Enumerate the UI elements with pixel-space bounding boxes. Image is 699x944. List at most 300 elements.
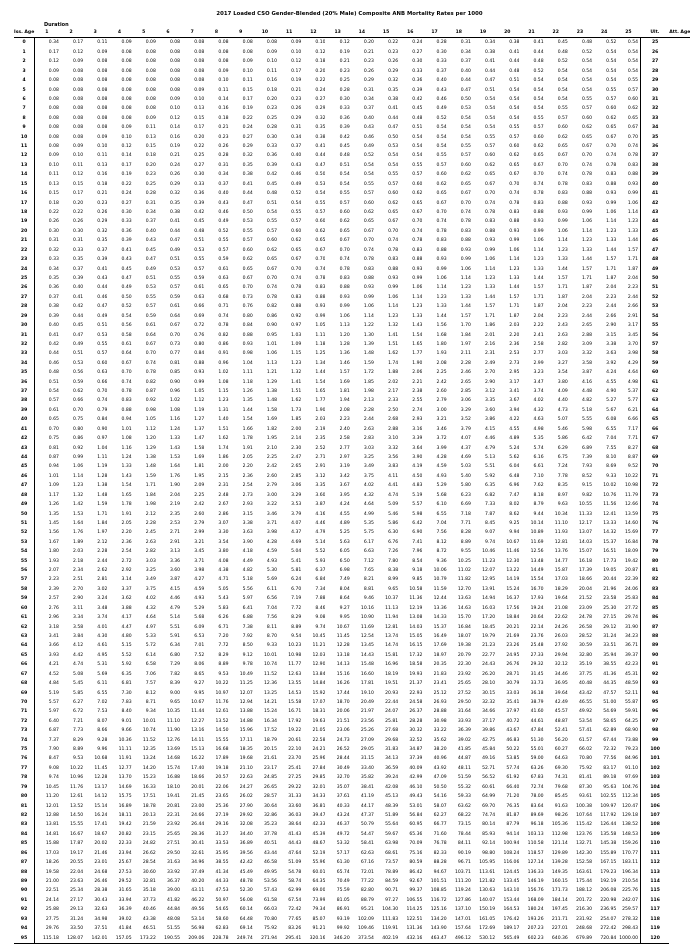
rate-cell: 1.26: [35, 500, 59, 509]
ultimate-rate-cell: 183.11: [622, 860, 639, 866]
table-row: [14, 754, 690, 763]
attained-age-cell: 70: [641, 462, 670, 471]
rate-cell: 0.23: [339, 68, 350, 74]
rate-cell: 23.92: [167, 822, 181, 828]
rate-cell: 0.08: [73, 134, 84, 140]
rate-cell: 4.01: [97, 624, 108, 630]
rate-cell: 0.57: [581, 106, 593, 112]
attained-age-cell: 91: [641, 660, 670, 669]
rate-cell: 2.12: [145, 511, 156, 517]
rate-cell: 42.42: [239, 860, 253, 866]
rate-cell: 0.48: [533, 59, 544, 65]
rate-cell: 38.20: [433, 747, 447, 753]
issue-age-cell: 4: [22, 78, 26, 84]
rate-cell: 1.54: [412, 332, 423, 338]
rate-cell: 25.36: [215, 803, 229, 809]
rate-cell: 6.48: [509, 473, 520, 479]
rate-cell: 0.70: [339, 247, 350, 253]
rate-cell: 0.11: [242, 78, 253, 84]
rate-cell: 24.58: [409, 699, 423, 705]
rate-cell: 0.51: [485, 87, 496, 93]
rate-cell: 0.08: [35, 86, 59, 95]
attained-age-cell: 52: [641, 293, 670, 302]
rate-cell: 61.57: [579, 737, 593, 743]
rate-cell: 62.89: [603, 728, 617, 734]
rate-cell: 0.54: [606, 78, 617, 84]
rate-cell: 53.56: [263, 878, 278, 884]
rate-cell: 11.33: [579, 511, 593, 517]
issue-age-cell: 22: [20, 247, 28, 253]
rate-cell: 0.62: [557, 134, 568, 140]
rate-cell: 9.15: [581, 483, 593, 489]
rate-cell: 5.35: [363, 520, 374, 526]
issue-age-cell: 82: [20, 813, 28, 819]
rate-cell: 0.57: [291, 219, 302, 225]
rate-cell: 1.02: [169, 398, 181, 404]
rate-cell: 62.63: [360, 850, 374, 856]
rate-cell: 0.50: [121, 294, 132, 300]
rate-cell: 10.35: [167, 709, 181, 715]
rate-cell: 1.65: [121, 492, 132, 498]
rate-cell: 2.25: [194, 492, 205, 498]
attained-age-cell: 95: [641, 698, 670, 707]
rate-cell: 39.86: [482, 728, 496, 734]
ultimate-rate-cell: 298.43: [622, 926, 639, 932]
rate-cell: 18.31: [312, 709, 326, 715]
rate-cell: 0.78: [581, 172, 593, 178]
rate-cell: 0.45: [339, 144, 350, 150]
rate-cell: 6.11: [97, 681, 108, 687]
rate-cell: 13.69: [167, 747, 181, 753]
rate-cell: 0.44: [73, 313, 84, 319]
rate-cell: 0.54: [606, 49, 617, 55]
rate-cell: 4.16: [581, 379, 593, 385]
rate-cell: 0.46: [291, 172, 302, 178]
rate-cell: 87.30: [579, 784, 593, 790]
rate-cell: 8.65: [194, 671, 205, 677]
rate-cell: 78.44: [457, 831, 471, 837]
table-row: [14, 849, 690, 858]
table-row: [14, 38, 690, 48]
rate-cell: 26.37: [409, 709, 423, 715]
rate-cell: 0.30: [436, 49, 447, 55]
attained-age-cell: 64: [641, 406, 670, 415]
rate-cell: 0.47: [315, 162, 326, 168]
rate-cell: 18.66: [191, 775, 205, 781]
rate-cell: 130.63: [479, 888, 496, 894]
rate-cell: 0.55: [363, 181, 374, 187]
rate-cell: 0.57: [35, 396, 59, 405]
rate-cell: 2.22: [533, 323, 544, 329]
rate-cell: 66.40: [506, 784, 520, 790]
rate-cell: 0.93: [485, 238, 496, 244]
rate-cell: 2.23: [35, 575, 59, 584]
issue-age-cell: 36: [20, 379, 28, 385]
rate-cell: 0.29: [291, 115, 302, 121]
rate-cell: 0.49: [97, 313, 108, 319]
rate-cell: 7.37: [35, 736, 59, 745]
rate-cell: 1.62: [291, 398, 302, 404]
rate-cell: 0.13: [194, 106, 205, 112]
rate-cell: 3.66: [35, 641, 59, 650]
rate-cell: 5.91: [169, 634, 181, 639]
rate-cell: 35.07: [336, 784, 350, 790]
rate-cell: 1.33: [169, 436, 181, 442]
rate-cell: 3.58: [581, 360, 593, 366]
ultimate-rate-cell: 0.62: [627, 106, 639, 112]
rate-cell: 1.16: [121, 445, 132, 451]
rate-cell: 0.53: [460, 106, 471, 112]
rate-cell: 0.41: [35, 331, 59, 340]
rate-cell: 0.55: [388, 172, 399, 178]
rate-cell: 0.80: [242, 313, 253, 319]
rate-cell: 0.34: [460, 49, 471, 55]
rate-cell: 1.57: [606, 257, 617, 263]
rate-cell: 139.28: [551, 860, 568, 866]
rate-cell: 0.51: [194, 238, 205, 244]
rate-cell: 0.36: [194, 191, 205, 197]
rate-cell: 0.70: [363, 238, 374, 244]
rate-cell: 38.55: [603, 662, 617, 668]
rate-cell: 17.89: [215, 756, 229, 762]
attained-age-cell: 78: [641, 538, 670, 547]
rate-cell: 0.09: [242, 59, 253, 65]
rate-cell: 46.51: [142, 926, 156, 932]
ultimate-rate-cell: 1.33: [627, 228, 639, 234]
rate-cell: 56.52: [482, 775, 496, 781]
rate-cell: 0.99: [557, 219, 568, 225]
rate-cell: 184.14: [551, 897, 568, 903]
rate-cell: 6.69: [460, 502, 471, 508]
duration-header-2: 2: [59, 28, 83, 38]
rate-cell: 29.92: [239, 813, 253, 819]
rate-cell: 27.17: [70, 897, 84, 903]
rate-cell: 49.92: [579, 709, 593, 715]
rate-cell: 49.72: [336, 831, 350, 837]
rate-cell: 92.67: [409, 878, 423, 884]
rate-cell: 31.24: [70, 916, 84, 922]
rate-cell: 1.01: [121, 426, 132, 432]
rate-cell: 9.46: [363, 596, 374, 602]
rate-cell: 6.29: [557, 445, 568, 451]
rate-cell: 0.99: [533, 228, 544, 234]
rate-cell: 3.32: [388, 445, 399, 451]
rate-cell: 8.21: [363, 577, 374, 583]
ultimate-rate-cell: 120.47: [622, 803, 639, 809]
rate-cell: 14.21: [263, 699, 278, 705]
rate-cell: 0.99: [606, 200, 617, 206]
rate-cell: 32.61: [191, 850, 205, 856]
rate-cell: 14.13: [336, 662, 350, 668]
rate-cell: 4.38: [218, 568, 229, 574]
rate-cell: 2.65: [581, 323, 593, 329]
rate-cell: 0.41: [509, 49, 520, 55]
rate-cell: 27.90: [239, 803, 253, 809]
rate-cell: 3.58: [73, 624, 84, 630]
ultimate-rate-cell: 0.93: [627, 181, 639, 187]
rate-cell: 0.08: [73, 68, 84, 74]
rate-cell: 6.72: [73, 709, 84, 715]
rate-cell: 0.64: [169, 313, 181, 319]
issue-age-cell: 13: [20, 162, 28, 168]
rate-cell: 11.44: [191, 709, 205, 715]
rate-cell: 13.36: [433, 605, 447, 611]
rate-cell: 0.85: [169, 370, 181, 376]
rate-cell: 0.46: [363, 134, 374, 140]
rate-cell: 5.98: [412, 511, 423, 517]
rate-cell: 152.58: [576, 860, 593, 866]
rate-cell: 0.52: [436, 115, 447, 121]
ultimate-rate-cell: 1.71: [627, 257, 639, 263]
rate-cell: 0.45: [194, 219, 205, 225]
attained-age-cell: 45: [641, 227, 670, 236]
rate-cell: 45.49: [239, 869, 253, 875]
rate-cell: 23.41: [433, 681, 447, 687]
rate-cell: 2.90: [485, 379, 496, 385]
rate-cell: 3.39: [412, 436, 423, 442]
rate-cell: 126.44: [600, 822, 617, 828]
rate-cell: 1.86: [485, 323, 496, 329]
rate-cell: 0.59: [73, 379, 84, 385]
rate-cell: 5.98: [581, 426, 593, 432]
rate-cell: 1.56: [436, 323, 447, 329]
rate-cell: 0.27: [194, 162, 205, 168]
rate-cell: 4.55: [339, 511, 350, 517]
attained-age-cell: 40: [641, 180, 670, 189]
rate-cell: 81.05: [336, 897, 350, 903]
rate-cell: 13.08: [409, 615, 423, 621]
rate-cell: 0.41: [485, 59, 496, 65]
rate-cell: 40.20: [191, 878, 205, 884]
rate-cell: 41.85: [457, 747, 471, 753]
rate-cell: 0.33: [194, 181, 205, 187]
rate-cell: 13.70: [118, 775, 132, 781]
rate-cell: 69.14: [239, 926, 253, 932]
table-row: [14, 528, 690, 537]
rate-cell: 3.93: [35, 651, 59, 660]
rate-cell: 11.56: [603, 502, 617, 508]
rate-cell: 83.17: [603, 765, 617, 771]
rate-cell: 35.41: [506, 699, 520, 705]
rate-cell: 23.01: [94, 860, 108, 866]
issue-age-cell: 21: [20, 238, 28, 244]
rate-cell: 8.79: [533, 502, 544, 508]
rate-cell: 13.52: [215, 718, 229, 724]
rate-cell: 22.31: [167, 813, 181, 819]
rate-cell: 1.87: [557, 294, 568, 300]
rate-cell: 0.36: [412, 78, 423, 84]
rate-cell: 12.03: [312, 652, 326, 658]
rate-cell: 19.93: [409, 671, 423, 677]
rate-cell: 7.34: [315, 586, 326, 592]
rate-cell: 26.62: [142, 850, 156, 856]
rate-cell: 34.13: [385, 756, 399, 762]
issue-age-cell: 26: [20, 285, 28, 291]
rate-cell: 127.14: [527, 860, 544, 866]
rate-cell: 0.65: [581, 134, 593, 140]
rate-cell: 1.87: [581, 285, 593, 291]
rate-cell: 49.56: [191, 907, 205, 913]
rate-cell: 16.96: [385, 662, 399, 668]
rate-cell: 3.83: [388, 464, 399, 470]
rate-cell: 0.80: [73, 426, 84, 432]
rate-cell: 3.87: [169, 577, 181, 583]
rate-cell: 0.78: [266, 294, 278, 300]
ultimate-rate-cell: 15.69: [625, 530, 639, 536]
rate-cell: 0.57: [485, 144, 496, 150]
rate-cell: 2.33: [388, 398, 399, 404]
rate-cell: 13.52: [70, 803, 84, 809]
duration-header-17: 17: [422, 28, 446, 38]
rate-cell: 0.57: [460, 153, 471, 159]
rate-cell: 14.84: [312, 681, 326, 687]
rate-cell: 295.41: [277, 934, 301, 944]
rate-cell: 0.08: [35, 114, 59, 123]
rate-cell: 22.33: [118, 841, 132, 847]
rate-cell: 17.56: [506, 605, 520, 611]
rate-cell: 8.47: [35, 754, 59, 763]
rate-cell: 0.51: [35, 378, 59, 387]
rate-cell: 5.56: [242, 586, 253, 592]
rate-cell: 0.28: [145, 191, 156, 197]
rate-cell: 6.70: [291, 586, 302, 592]
rate-cell: 31.27: [215, 831, 229, 837]
rate-cell: 53.14: [191, 916, 205, 922]
rate-cell: 0.67: [460, 191, 471, 197]
rate-cell: 96.18: [530, 822, 544, 828]
rate-cell: 0.08: [121, 59, 132, 65]
rate-cell: 1.22: [363, 323, 374, 329]
rate-cell: 13.33: [603, 520, 617, 526]
rate-cell: 4.59: [266, 549, 278, 555]
rate-cell: 3.98: [266, 530, 278, 536]
rate-cell: 0.78: [315, 275, 326, 281]
ultimate-rate-cell: 6.66: [627, 417, 639, 423]
rate-cell: 82.80: [360, 888, 374, 894]
rate-cell: 2.35: [315, 436, 326, 442]
rate-cell: 0.08: [73, 115, 84, 121]
rate-cell: 123.76: [576, 831, 593, 837]
rate-cell: 45.84: [482, 747, 496, 753]
rate-cell: 30.60: [142, 869, 156, 875]
rate-cell: 0.57: [557, 115, 568, 121]
rate-cell: 0.57: [436, 162, 447, 168]
rate-cell: 0.44: [242, 191, 253, 197]
rate-cell: 25.96: [312, 756, 326, 762]
rate-cell: 31.63: [167, 860, 181, 866]
rate-cell: 146.19: [527, 878, 544, 884]
rate-cell: 0.40: [460, 68, 471, 74]
rate-cell: 20.15: [263, 747, 278, 753]
rate-cell: 0.08: [218, 40, 229, 46]
rate-cell: 216.30: [576, 907, 593, 913]
rate-cell: 0.70: [509, 181, 520, 187]
rate-cell: 15.48: [360, 662, 374, 668]
table-row: [14, 104, 690, 113]
rate-cell: 52.71: [482, 765, 496, 771]
rate-cell: 21.08: [554, 605, 568, 611]
rate-cell: 496.12: [447, 934, 471, 944]
ultimate-rate-cell: 39.37: [625, 652, 639, 658]
rate-cell: 346.20: [325, 934, 349, 944]
attained-age-cell: 80: [641, 557, 670, 566]
rate-cell: 2.48: [218, 492, 229, 498]
issue-age-header: Iss. Age: [14, 28, 35, 38]
rate-cell: 15.92: [312, 690, 326, 696]
rate-cell: 32.81: [142, 878, 156, 884]
rate-cell: 124.45: [503, 869, 520, 875]
rate-cell: 11.45: [94, 765, 108, 771]
rate-cell: 0.84: [194, 351, 205, 357]
rate-cell: 0.37: [436, 68, 447, 74]
rate-cell: 190.55: [156, 934, 180, 944]
rate-cell: 50.50: [433, 784, 447, 790]
rate-cell: 21.05: [312, 728, 326, 734]
rate-cell: 12.61: [215, 709, 229, 715]
rate-cell: 0.93: [436, 257, 447, 263]
rate-cell: 95.21: [360, 907, 374, 913]
rate-cell: 0.10: [121, 134, 132, 140]
rate-cell: 20.21: [506, 624, 520, 630]
ultimate-rate-cell: 1.14: [627, 210, 639, 216]
rate-cell: 0.16: [97, 172, 108, 178]
table-row: [14, 773, 690, 782]
rate-cell: 46.22: [191, 897, 205, 903]
rate-cell: 84.11: [457, 841, 471, 847]
rate-cell: 1.57: [460, 313, 471, 319]
ultimate-rate-cell: 0.55: [627, 78, 639, 84]
rate-cell: 12.07: [482, 568, 496, 574]
rate-cell: 4.02: [145, 596, 156, 602]
attained-age-cell: 86: [641, 613, 670, 622]
rate-cell: 2.88: [581, 332, 593, 338]
rate-cell: 0.09: [73, 144, 84, 150]
rate-cell: 140.07: [479, 897, 496, 903]
rate-cell: 72.74: [530, 784, 544, 790]
rate-cell: 0.17: [73, 191, 84, 197]
rate-cell: 6.61: [533, 464, 544, 470]
table-row: [14, 86, 690, 95]
rate-cell: 0.62: [485, 162, 496, 168]
rate-cell: 41.34: [215, 869, 229, 875]
rate-cell: 12.77: [118, 765, 132, 771]
rate-cell: 0.17: [121, 162, 132, 168]
rate-cell: 4.52: [35, 670, 59, 679]
rate-cell: 0.97: [291, 323, 302, 329]
rate-cell: 13.22: [506, 568, 520, 574]
rate-cell: 2.44: [363, 417, 374, 423]
rate-cell: 5.81: [291, 568, 302, 574]
attained-age-cell: 36: [641, 142, 670, 151]
rate-cell: 30.32: [409, 728, 423, 734]
rate-cell: 17.07: [312, 699, 326, 705]
rate-cell: 0.74: [412, 228, 423, 234]
rate-cell: 0.99: [194, 379, 205, 385]
rate-cell: 0.38: [485, 49, 496, 55]
rate-cell: 4.28: [436, 454, 447, 460]
rate-cell: 2.79: [266, 483, 278, 489]
rate-cell: 10.14: [530, 520, 544, 526]
rate-cell: 0.24: [315, 87, 326, 93]
rate-cell: 1.05: [315, 323, 326, 329]
rate-cell: 1.71: [557, 285, 568, 291]
issue-age-cell: 90: [20, 888, 28, 894]
rate-cell: 90.19: [457, 850, 471, 856]
rate-cell: 7.02: [97, 699, 108, 705]
rate-cell: 7.21: [73, 718, 84, 724]
attained-age-cell: 39: [641, 170, 670, 179]
rate-cell: 17.40: [191, 765, 205, 771]
